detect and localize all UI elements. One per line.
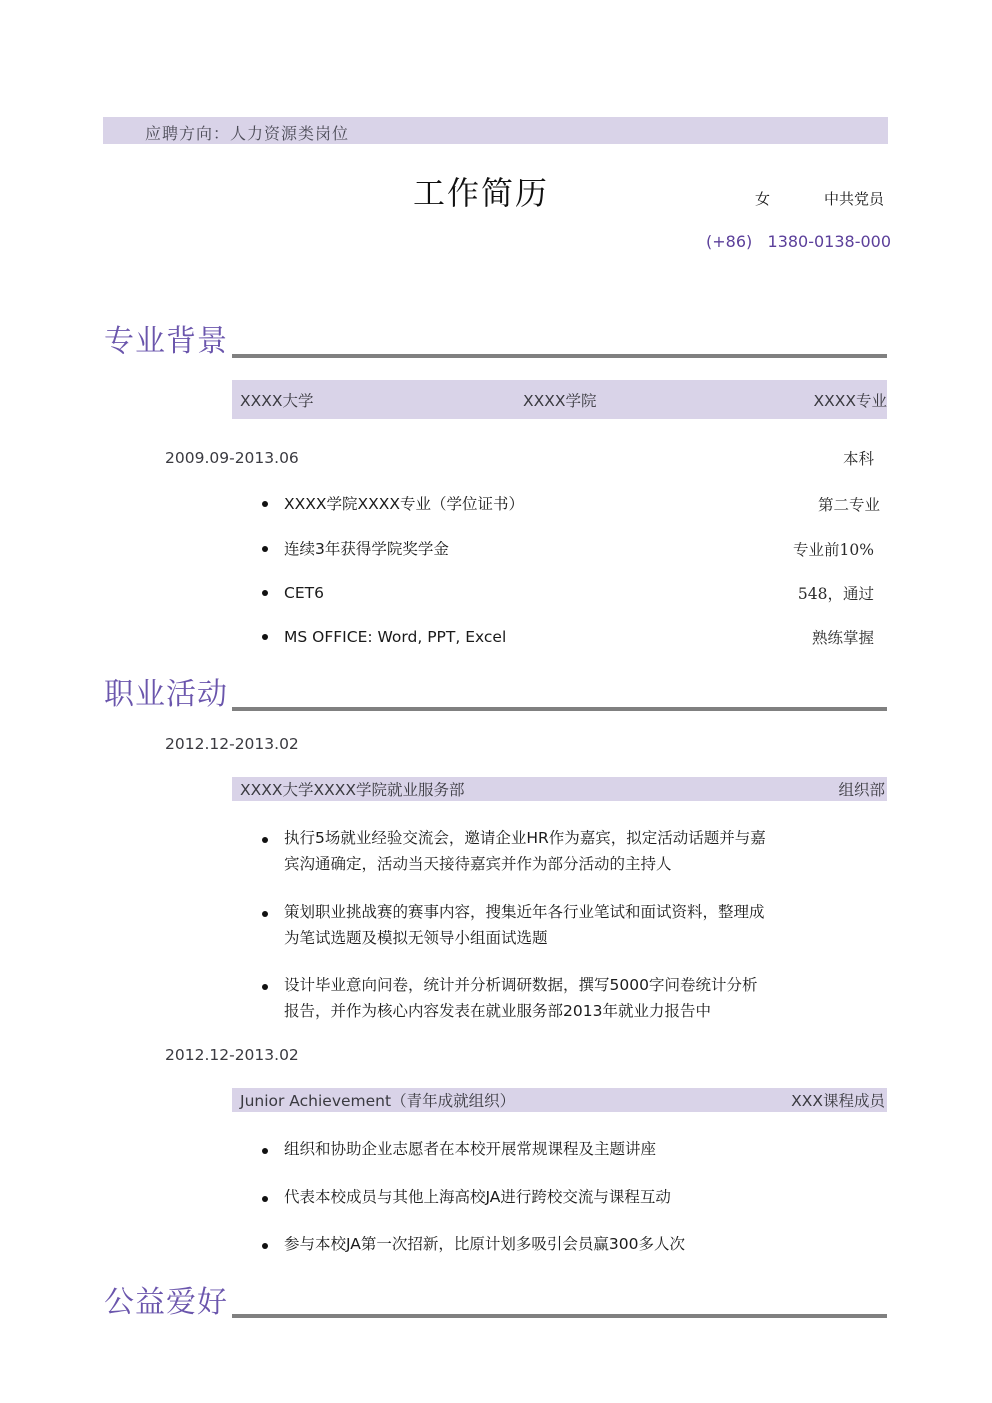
item-text-line1: 策划职业挑战赛的赛事内容，搜集近年各行业笔试和面试资料，整理成 [284, 903, 765, 921]
activity-date: 2012.12-2013.02 [165, 1046, 299, 1064]
item-text: XXXX学院XXXX专业（学位证书） [284, 495, 524, 513]
bullet-icon [262, 546, 268, 552]
activity-date: 2012.12-2013.02 [165, 735, 299, 753]
section-title-hobbies: 公益爱好 [104, 1285, 228, 1320]
section-divider [232, 707, 887, 711]
page-title: 工作简历 [413, 174, 550, 212]
bullet-icon [262, 1196, 268, 1202]
item-text-line2: 为笔试选题及模拟无领导小组面试选题 [284, 929, 548, 947]
item-text: 参与本校JA第一次招新，比原计划多吸引会员赢300多人次 [284, 1235, 685, 1253]
item-value: 熟练掌握 [811, 629, 874, 647]
bullet-icon [262, 501, 268, 507]
role: 组织部 [838, 781, 885, 799]
item-text-line1: 执行5场就业经验交流会，邀请企业HR作为嘉宾，拟定活动话题并与嘉 [284, 829, 766, 847]
university-name: XXXX大学 [240, 391, 314, 410]
bullet-icon [262, 634, 268, 640]
item-text-line2: 报告，并作为核心内容发表在就业服务部2013年就业力报告中 [284, 1002, 711, 1020]
section-divider [232, 354, 887, 358]
bullet-icon [262, 1243, 268, 1249]
activity-org-bar [232, 1088, 887, 1112]
gender: 女 [755, 190, 771, 208]
section-divider [232, 1314, 887, 1318]
item-text: MS OFFICE: Word, PPT, Excel [284, 628, 507, 646]
bullet-icon [262, 1148, 268, 1154]
item-text: 组织和协助企业志愿者在本校开展常规课程及主题讲座 [284, 1140, 657, 1158]
item-text-line1: 设计毕业意向问卷，统计并分析调研数据，撰写5000字问卷统计分析 [284, 976, 758, 994]
bullet-icon [262, 590, 268, 596]
education-info-bar [232, 380, 887, 419]
item-text-line2: 宾沟通确定，活动当天接待嘉宾并作为部分活动的主持人 [284, 855, 672, 873]
section-title-education: 专业背景 [104, 324, 228, 359]
political-status: 中共党员 [824, 190, 885, 208]
major-name: XXXX专业 [813, 391, 887, 410]
organization-name: Junior Achievement（青年成就组织） [240, 1092, 516, 1110]
organization-name: XXXX大学XXXX学院就业服务部 [240, 781, 465, 799]
education-date: 2009.09-2013.06 [165, 449, 299, 467]
college-name: XXXX学院 [523, 391, 597, 410]
role: XXX课程成员 [791, 1092, 885, 1110]
item-text: 代表本校成员与其他上海高校JA进行跨校交流与课程互动 [284, 1188, 671, 1206]
bullet-icon [262, 911, 268, 917]
phone-number: (+86) 1380-0138-000 [706, 232, 892, 251]
activity-org-bar [232, 777, 887, 801]
degree: 本科 [842, 450, 874, 468]
item-value: 专业前10% [793, 541, 874, 559]
item-value: 第二专业 [817, 496, 880, 514]
target-position: 应聘方向：人力资源类岗位 [145, 124, 350, 143]
bullet-icon [262, 984, 268, 990]
item-text: CET6 [284, 584, 324, 602]
item-value: 548，通过 [797, 585, 874, 603]
item-text: 连续3年获得学院奖学金 [284, 540, 449, 558]
bullet-icon [262, 837, 268, 843]
section-title-activities: 职业活动 [104, 677, 228, 712]
